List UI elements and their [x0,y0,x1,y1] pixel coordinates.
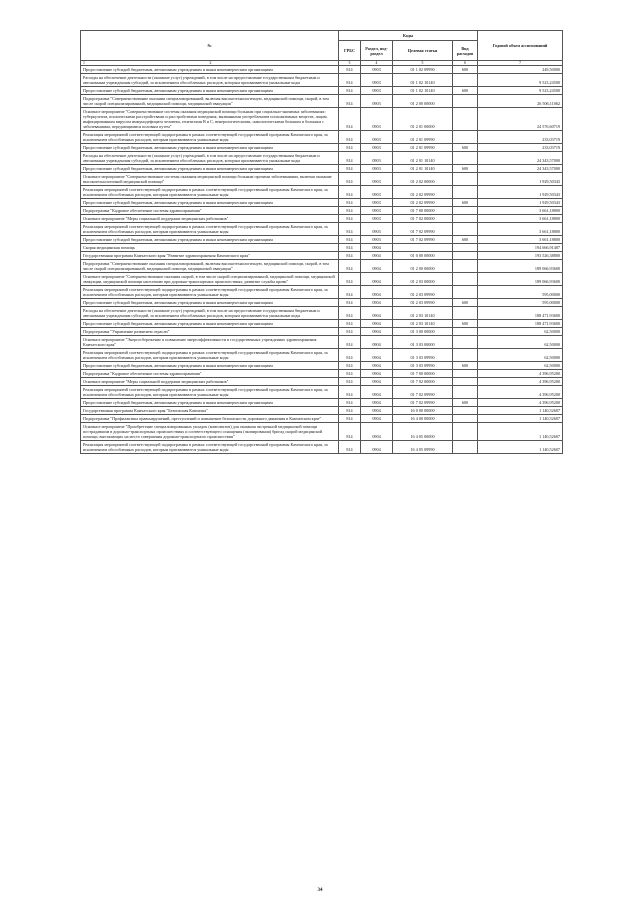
row-sum-cell: 24 576,60719 [478,108,563,131]
row-sum-cell: 595,00000 [478,286,563,299]
row-target-article-cell: 01 2 03 09990 [393,299,453,307]
row-target-article-cell [393,244,453,252]
table-row [81,423,563,441]
row-razdel-cell: 0903 [361,87,393,95]
row-target-article-cell: 01 7 00 00000 [393,207,453,215]
table-row [81,236,563,244]
row-expense-type-cell: 600 [453,199,478,207]
row-grbs-cell: 814 [339,415,361,423]
row-razdel-cell: 0904 [361,299,393,307]
row-name-cell: Реализация мероприятий соответствующей подпрограммы в рамках соответствующей государственной программы Камчатского края, за исключением обособленных расходов, которым присваиваются уникальные коды [81,223,339,236]
row-target-article-cell: 01 7 02 00000 [393,215,453,223]
row-name-cell: Предоставление субсидий бюджетным, автономным учреждениям и иным некоммерческим организациям [81,165,339,173]
row-sum-cell: 9 523,24500 [478,74,563,87]
row-name-cell: Основное мероприятие "Меры социальной поддержки медицинских работников" [81,378,339,386]
row-expense-type-cell [453,273,478,286]
row-razdel-cell: 0903 [361,165,393,173]
row-grbs-cell: 814 [339,320,361,328]
table-row [81,349,563,362]
row-grbs-cell: 814 [339,336,361,349]
row-target-article-cell: 01 2 03 09990 [393,286,453,299]
row-razdel-cell: 0903 [361,207,393,215]
row-expense-type-cell [453,260,478,273]
row-name-cell: Предоставление субсидий бюджетным, автономным учреждениям и иным некоммерческим организациям [81,87,339,95]
row-grbs-cell: 814 [339,207,361,215]
row-expense-type-cell [453,173,478,186]
row-target-article-cell: 16 4 05 00000 [393,423,453,441]
row-name-cell: Предоставление субсидий бюджетным, автономным учреждениям и иным некоммерческим организациям [81,236,339,244]
row-expense-type-cell [453,207,478,215]
row-grbs-cell: 814 [339,362,361,370]
row-name-cell: Предоставление субсидий бюджетным, автономным учреждениям и иным некоммерческим организациям [81,199,339,207]
row-target-article-cell: 01 7 02 00000 [393,378,453,386]
row-target-article-cell: 01 0 00 00000 [393,252,453,260]
row-name-cell: Реализация мероприятий соответствующей подпрограммы в рамках соответствующей государственной программы Камчатского края, за исключением обособленных расходов, которым присваиваются уникальные коды [81,186,339,199]
row-razdel-cell: 0904 [361,423,393,441]
header-expense-type: Вид расходов [453,41,478,61]
row-sum-cell: 62,50000 [478,328,563,336]
table-row [81,336,563,349]
row-expense-type-cell [453,441,478,454]
row-grbs-cell: 814 [339,260,361,273]
row-razdel-cell: 0903 [361,131,393,144]
row-grbs-cell: 814 [339,378,361,386]
row-sum-cell: 1 140,52607 [478,423,563,441]
table-row [81,307,563,320]
table-row [81,87,563,95]
row-expense-type-cell: 600 [453,144,478,152]
row-target-article-cell: 01 1 02 10140 [393,87,453,95]
row-grbs-cell: 814 [339,173,361,186]
row-expense-type-cell [453,131,478,144]
table-row [81,286,563,299]
row-name-cell: Подпрограмма "Кадровое обеспечение системы здравоохранения" [81,207,339,215]
row-razdel-cell: 0904 [361,336,393,349]
row-target-article-cell: 01 7 02 09990 [393,399,453,407]
row-target-article-cell: 01 2 01 09990 [393,131,453,144]
row-name-cell: Предоставление субсидий бюджетным, автономным учреждениям и иным некоммерческим организациям [81,66,339,74]
row-grbs-cell: 814 [339,328,361,336]
row-target-article-cell: 01 7 02 09990 [393,386,453,399]
row-razdel-cell: 0904 [361,273,393,286]
row-razdel-cell: 0903 [361,95,393,108]
row-razdel-cell: 0904 [361,399,393,407]
row-razdel-cell: 0904 [361,320,393,328]
row-expense-type-cell [453,423,478,441]
table-row [81,299,563,307]
row-target-article-cell: 01 2 02 09990 [393,199,453,207]
table-row [81,173,563,186]
row-grbs-cell: 814 [339,407,361,415]
row-target-article-cell: 16 0 00 00000 [393,407,453,415]
row-sum-cell: 3 661,18800 [478,207,563,215]
row-target-article-cell: 01 2 01 10140 [393,165,453,173]
row-name-cell: Подпрограмма "Кадровое обеспечение системы здравоохранения" [81,370,339,378]
row-razdel-cell: 0904 [361,415,393,423]
table-row [81,328,563,336]
row-grbs-cell: 814 [339,399,361,407]
row-target-article-cell: 01 3 03 00000 [393,336,453,349]
row-name-cell: Основное мероприятие "Совершенствование оказания скорой, в том числе скорой специализированной, медицинской помощи, медицинской эвакуации, медицинской помощи населению при дорожно-транспортных происшествиях, развитие службы крови" [81,273,339,286]
row-sum-cell: 3 661,18800 [478,223,563,236]
row-target-article-cell: 01 7 02 09990 [393,223,453,236]
header-annual-sum: Годовой объем ассигнований [478,31,563,61]
row-name-cell: Реализация мероприятий соответствующей подпрограммы в рамках соответствующей государственной программы Камчатского края, за исключением обособленных расходов, которым присваиваются уникальные коды [81,349,339,362]
row-grbs-cell: 814 [339,108,361,131]
row-name-cell: Предоставление субсидий бюджетным, автономным учреждениям и иным некоммерческим организациям [81,362,339,370]
table-row [81,415,563,423]
row-name-cell: Основное мероприятие "Меры социальной поддержки медицинских работников" [81,215,339,223]
row-target-article-cell: 01 3 00 00000 [393,328,453,336]
row-target-article-cell: 01 2 01 10140 [393,152,453,165]
column-number: 5 [393,61,453,66]
row-name-cell: Реализация мероприятий соответствующей подпрограммы в рамках соответствующей государственной программы Камчатского края, за исключением обособленных расходов, которым присваиваются уникальные коды [81,386,339,399]
row-expense-type-cell: 600 [453,165,478,173]
row-sum-cell: 62,50000 [478,336,563,349]
row-sum-cell: 4 396,95200 [478,370,563,378]
row-target-article-cell: 01 2 02 00000 [393,173,453,186]
row-razdel-cell: 0904 [361,252,393,260]
row-sum-cell: 4 396,95200 [478,378,563,386]
table-row [81,152,563,165]
column-number: 6 [453,61,478,66]
row-razdel-cell: 0904 [361,244,393,252]
row-name-cell: Государственная программа Камчатского края "Развитие здравоохранения Камчатского края" [81,252,339,260]
page-number: 34 [317,888,323,893]
row-grbs-cell: 814 [339,144,361,152]
row-expense-type-cell: 600 [453,299,478,307]
table-row [81,207,563,215]
row-name-cell: Основное мероприятие "Совершенствование системы оказания медицинской помощи больным при социально-значимых заболеваниях: туберкулезом, психическими расстройствами и расстройствами поведения, вызванными употреблением психоактивных веществ, лицам, инфицированным вирусом иммунодефицита человека, гепатитами В и С, венерологическими, онкологическими больным и больным с заболеваниями, передающимися половым путем" [81,108,339,131]
row-expense-type-cell [453,152,478,165]
row-grbs-cell: 814 [339,66,361,74]
row-grbs-cell: 814 [339,236,361,244]
table-row [81,370,563,378]
row-sum-cell: 1 929,50343 [478,199,563,207]
table-row [81,399,563,407]
header-grbs: ГРБС [339,41,361,61]
table-row [81,244,563,252]
row-expense-type-cell [453,215,478,223]
row-expense-type-cell [453,386,478,399]
row-razdel-cell: 0904 [361,307,393,320]
row-sum-cell: 24 343,57000 [478,152,563,165]
header-codes: Коды [339,31,478,41]
row-grbs-cell: 814 [339,215,361,223]
row-razdel-cell: 0903 [361,186,393,199]
header-num: № [81,31,339,61]
row-grbs-cell: 814 [339,386,361,399]
row-grbs-cell: 814 [339,273,361,286]
table-row [81,441,563,454]
row-razdel-cell: 0903 [361,215,393,223]
row-sum-cell: 189 066,93600 [478,260,563,273]
row-razdel-cell: 0904 [361,441,393,454]
row-sum-cell: 3 661,18800 [478,215,563,223]
row-razdel-cell: 0904 [361,260,393,273]
row-grbs-cell: 814 [339,95,361,108]
row-sum-cell: 1 140,52607 [478,441,563,454]
row-grbs-cell: 814 [339,131,361,144]
row-sum-cell: 193 526,38800 [478,252,563,260]
row-name-cell: Государственная программа Камчатского края "Безопасная Камчатка" [81,407,339,415]
table-row [81,74,563,87]
column-number: 2 [209,61,212,65]
row-name-cell: Подпрограмма "Профилактика правонарушений, преступлений и повышение безопасности дорожного движения в Камчатском крае" [81,415,339,423]
table-row [81,165,563,173]
row-expense-type-cell [453,223,478,236]
row-sum-cell: 194 666,91407 [478,244,563,252]
row-grbs-cell: 814 [339,299,361,307]
row-razdel-cell: 0904 [361,362,393,370]
row-expense-type-cell [453,74,478,87]
row-expense-type-cell: 600 [453,87,478,95]
row-name-cell: Реализация мероприятий соответствующей подпрограммы в рамках соответствующей государственной программы Камчатского края, за исключением обособленных расходов, которым присваиваются уникальные коды [81,286,339,299]
row-grbs-cell: 814 [339,199,361,207]
row-razdel-cell: 0903 [361,108,393,131]
row-target-article-cell: 01 2 03 00000 [393,273,453,286]
row-expense-type-cell [453,415,478,423]
row-razdel-cell: 0904 [361,328,393,336]
row-sum-cell: 62,50000 [478,362,563,370]
row-razdel-cell: 0904 [361,286,393,299]
row-razdel-cell: 0904 [361,349,393,362]
row-razdel-cell: 0903 [361,74,393,87]
row-expense-type-cell [453,244,478,252]
row-razdel-cell: 0903 [361,199,393,207]
row-grbs-cell: 814 [339,87,361,95]
table-row [81,215,563,223]
column-number: 1 [83,61,85,65]
row-name-cell: Основное мероприятие "Совершенствование системы оказания медицинской помощи больным прочими заболеваниями, включая оказание высокотехнологичной медицинской помощи" [81,173,339,186]
table-row [81,131,563,144]
row-expense-type-cell [453,252,478,260]
row-sum-cell: 1 929,50343 [478,186,563,199]
row-sum-cell: 9 523,24500 [478,87,563,95]
table-row [81,252,563,260]
row-target-article-cell: 01 3 03 09990 [393,362,453,370]
row-target-article-cell: 01 2 01 09990 [393,144,453,152]
table-row [81,223,563,236]
row-target-article-cell: 01 3 03 09990 [393,349,453,362]
row-sum-cell: 189 066,93600 [478,273,563,286]
row-name-cell: Предоставление субсидий бюджетным, автономным учреждениям и иным некоммерческим организациям [81,399,339,407]
column-number: 3 [339,61,361,66]
row-target-article-cell: 01 2 01 00000 [393,108,453,131]
row-grbs-cell: 814 [339,307,361,320]
row-grbs-cell: 814 [339,423,361,441]
table-row [81,407,563,415]
row-razdel-cell: 0904 [361,386,393,399]
row-name-cell: Основное мероприятие "Энергосбережение и повышение энергоэффективности в государственных учреждениях здравоохранения Камчатского края" [81,336,339,349]
row-target-article-cell: 01 2 00 00000 [393,95,453,108]
table-row [81,95,563,108]
row-target-article-cell: 16 4 05 09990 [393,441,453,454]
row-expense-type-cell [453,108,478,131]
column-number: 7 [478,61,563,66]
row-expense-type-cell [453,336,478,349]
row-target-article-cell: 01 2 00 00000 [393,260,453,273]
row-target-article-cell: 01 2 02 09990 [393,186,453,199]
row-target-article-cell: 01 2 03 10140 [393,320,453,328]
row-expense-type-cell: 600 [453,66,478,74]
table-row [81,378,563,386]
row-expense-type-cell: 600 [453,399,478,407]
row-expense-type-cell [453,407,478,415]
column-number: 4 [361,61,393,66]
row-expense-type-cell [453,307,478,320]
row-name-cell: Подпрограмма "Совершенствование оказания специализированной, включая высокотехнологичную, медицинской помощи, скорой, в том числе скорой специализированной, медицинской помощи, медицинской эвакуации" [81,260,339,273]
table-row [81,66,563,74]
table-row [81,320,563,328]
row-sum-cell: 595,00000 [478,299,563,307]
row-target-article-cell: 01 1 02 09990 [393,66,453,74]
row-name-cell: Расходы на обеспечение деятельности (оказание услуг) учреждений, в том числе на предоставление государственным бюджетным и автономным учреждениям субсидий, за исключением обособленных расходов, которым присваиваются уникальные коды [81,152,339,165]
row-sum-cell: 4 396,95200 [478,386,563,399]
row-razdel-cell: 0903 [361,66,393,74]
row-name-cell: Реализация мероприятий соответствующей подпрограммы в рамках соответствующей государственной программы Камчатского края, за исключением обособленных расходов, которым присваиваются уникальные коды [81,131,339,144]
header-target-article: Целевая статья [393,41,453,61]
row-grbs-cell: 814 [339,152,361,165]
row-name-cell: Предоставление субсидий бюджетным, автономным учреждениям и иным некоммерческим организациям [81,299,339,307]
row-name-cell: Скорая медицинская помощь [81,244,339,252]
row-grbs-cell: 814 [339,286,361,299]
row-expense-type-cell [453,378,478,386]
row-sum-cell: 24 343,57000 [478,165,563,173]
table-body [81,66,563,454]
row-grbs-cell: 814 [339,165,361,173]
row-name-cell: Расходы на обеспечение деятельности (оказание услуг) учреждений, в том числе на предоставление государственным бюджетным и автономным учреждениям субсидий, за исключением обособленных расходов, которым присваиваются уникальные коды [81,74,339,87]
row-expense-type-cell: 600 [453,362,478,370]
row-target-article-cell: 16 4 00 00000 [393,415,453,423]
row-expense-type-cell [453,370,478,378]
row-grbs-cell: 814 [339,441,361,454]
table-row [81,386,563,399]
row-target-article-cell: 01 2 03 10140 [393,307,453,320]
row-name-cell: Предоставление субсидий бюджетным, автономным учреждениям и иным некоммерческим организациям [81,144,339,152]
table-row [81,273,563,286]
row-razdel-cell: 0904 [361,407,393,415]
row-expense-type-cell [453,286,478,299]
row-sum-cell: 1 140,52607 [478,415,563,423]
row-sum-cell: 62,50000 [478,349,563,362]
row-razdel-cell: 0903 [361,236,393,244]
row-name-cell: Основное мероприятие "Приобретение специализированных укладок (комплектов) для оказания экстренной медицинской помощи пострадавшим в дорожно-транспортных происшествиях и соответствующего оснащения (экипирования) бригад скорой медицинской помощи, выезжающих на место совершения дорожно-транспортного происшествия" [81,423,339,441]
row-name-cell: Расходы на обеспечение деятельности (оказание услуг) учреждений, в том числе на предоставление государственным бюджетным и автономным учреждениям субсидий, за исключением обособленных расходов, которым присваиваются уникальные коды [81,307,339,320]
row-grbs-cell: 814 [339,186,361,199]
table-row [81,362,563,370]
row-sum-cell: 233,03719 [478,131,563,144]
row-target-article-cell: 01 1 02 10140 [393,74,453,87]
row-expense-type-cell [453,349,478,362]
row-sum-cell: 26 506,11062 [478,95,563,108]
row-sum-cell: 188 471,93600 [478,307,563,320]
row-expense-type-cell [453,186,478,199]
table-row [81,260,563,273]
row-expense-type-cell: 600 [453,320,478,328]
row-sum-cell: 3 661,18800 [478,236,563,244]
table-row [81,199,563,207]
table-row [81,186,563,199]
row-razdel-cell: 0904 [361,378,393,386]
row-grbs-cell: 814 [339,349,361,362]
row-name-cell: Подпрограмма "Совершенствование оказания специализированной, включая высокотехнологичную, медицинской помощи, скорой, в том числе скорой специализированной, медицинской помощи, медицинской эвакуации" [81,95,339,108]
row-grbs-cell: 814 [339,74,361,87]
row-razdel-cell: 0904 [361,370,393,378]
row-name-cell: Подпрограмма "Управление развитием отрасли" [81,328,339,336]
row-expense-type-cell: 600 [453,236,478,244]
row-name-cell: Предоставление субсидий бюджетным, автономным учреждениям и иным некоммерческим организациям [81,320,339,328]
table-row [81,144,563,152]
row-razdel-cell: 0903 [361,173,393,186]
row-razdel-cell: 0903 [361,144,393,152]
row-name-cell: Реализация мероприятий соответствующей подпрограммы в рамках соответствующей государственной программы Камчатского края, за исключением обособленных расходов, которым присваиваются уникальные коды [81,441,339,454]
row-razdel-cell: 0903 [361,152,393,165]
row-sum-cell: 1 140,52607 [478,407,563,415]
row-razdel-cell: 0903 [361,223,393,236]
row-sum-cell: 188 471,93600 [478,320,563,328]
row-grbs-cell: 814 [339,244,361,252]
row-target-article-cell: 01 7 02 09990 [393,236,453,244]
header-razdel: Раздел, под-раздел [361,41,393,61]
row-sum-cell: 249,50000 [478,66,563,74]
row-grbs-cell: 814 [339,223,361,236]
row-expense-type-cell [453,328,478,336]
row-sum-cell: 4 396,95200 [478,399,563,407]
row-sum-cell: 1 929,50343 [478,173,563,186]
row-grbs-cell: 814 [339,370,361,378]
row-grbs-cell: 814 [339,252,361,260]
row-expense-type-cell [453,95,478,108]
row-target-article-cell: 01 7 00 00000 [393,370,453,378]
budget-table [80,30,563,454]
table-row [81,108,563,131]
row-sum-cell: 233,03719 [478,144,563,152]
